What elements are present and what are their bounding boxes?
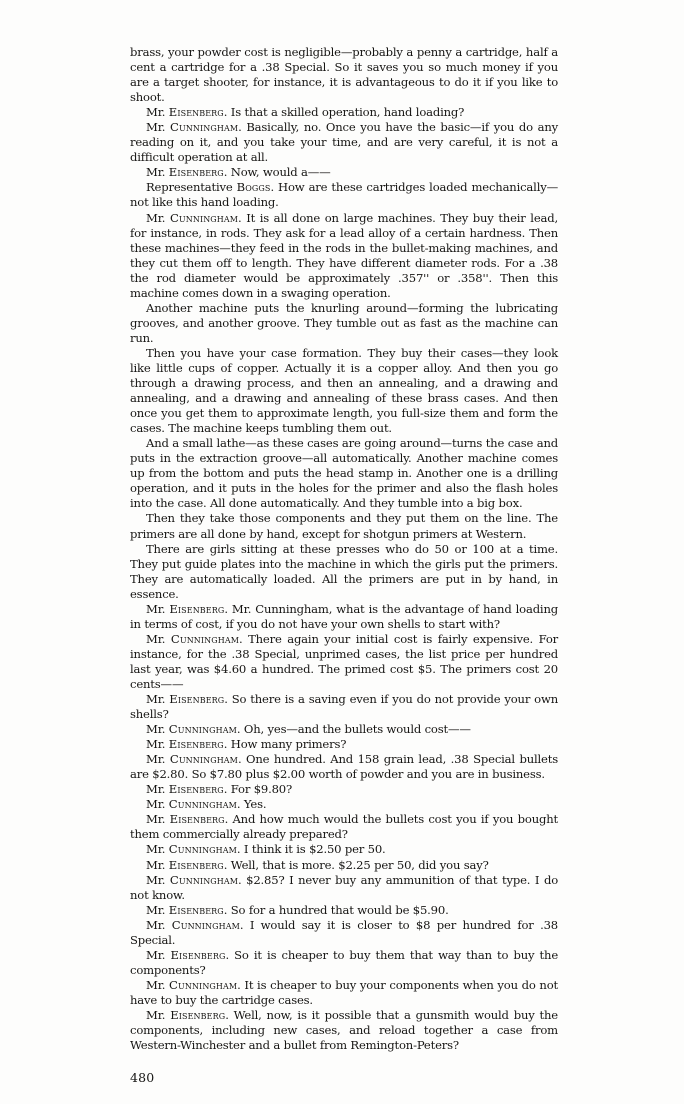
speaker-title: Mr. [146,872,170,887]
speaker-title: Mr. [146,797,169,812]
paragraph [130,722,558,737]
speaker-title: Mr. [146,947,171,962]
paragraph [130,752,558,782]
speaker-title: Representative [146,180,237,195]
paragraph-text: Another machine puts the knurling around—forming the lubricating grooves, and another groove. They tumble out as fast as the machine can run. [130,300,558,345]
speaker-name: Eisenberg [170,1008,226,1022]
paragraph-text: . Is that a skilled operation, hand loading? [223,105,465,120]
paragraph [130,903,558,918]
paragraph [130,632,558,692]
speaker-name: Eisenberg [169,601,225,616]
speaker-title: Mr. [146,842,169,857]
speaker-name: Cunningham [169,210,239,225]
speaker-title: Mr. [146,1008,171,1022]
paragraph [130,45,558,105]
speaker-title: Mr. [146,782,169,797]
paragraph-text: . It is cheaper to buy your components when you do not have to buy the cartridge cases. [130,977,558,1007]
paragraph [130,858,558,873]
paragraph-text: . Basically, no. Once you have the basic—if you do any reading on it, and you take your time, and are very careful, it is not a difficult operation at all. [130,120,558,165]
paragraph [130,873,558,903]
speaker-name: Cunningham [169,977,238,992]
speaker-title: Mr. [146,917,172,932]
speaker-title: Mr. [146,210,170,225]
page-number: 480 [130,1070,155,1086]
speaker-name: Eisenberg [168,857,224,872]
speaker-title: Mr. [146,105,169,120]
paragraph-text: . And how much would the bullets cost you if you bought them commercially already prepared? [130,812,558,842]
paragraph-text: . Now, would a—— [223,165,331,180]
speaker-title: Mr. [146,977,170,992]
paragraph [130,346,558,436]
speaker-title: Mr. [146,812,170,827]
paragraph [130,797,558,812]
paragraph-text: There are girls sitting at these presses who do 50 or 100 at a time. They put guide plates into the machine in which the girls put the primers. They are automatically loaded. All the primers are put in by hand, in essence. [130,541,558,601]
paragraph [130,105,558,120]
paragraph [130,120,558,165]
speaker-title: Mr. [146,902,169,917]
speaker-name: Cunningham [170,631,239,646]
paragraph-text: brass, your powder cost is negligible—probably a penny a cartridge, half a cent a cartridge for a .38 Special. So it saves you so much money if you are a target shooter, for instance, it is advantageous to do it if you like to shoot. [130,45,558,105]
paragraph [130,948,558,978]
speaker-title: Mr. [146,601,170,616]
speaker-title: Mr. [146,631,171,646]
paragraph [130,511,558,541]
paragraph [130,542,558,602]
speaker-name: Eisenberg [169,812,225,827]
speaker-name: Eisenberg [168,165,224,180]
speaker-title: Mr. [146,752,170,767]
paragraph-text: . Mr. Cunningham, what is the advantage of hand loading in terms of cost, if you do not have your own shells to start with? [130,601,558,631]
speaker-title: Mr. [146,692,170,707]
paragraph [130,782,558,797]
speaker-name: Cunningham [169,872,239,887]
paragraph-text: . So for a hundred that would be $5.90. [223,902,449,917]
speaker-title: Mr. [146,737,169,752]
paragraph-text: . I would say it is closer to $8 per hundred for .38 Special. [130,917,558,947]
speaker-name: Cunningham [168,722,237,737]
speaker-name: Cunningham [168,842,237,857]
paragraph [130,180,558,210]
speaker-name: Cunningham [171,917,240,932]
paragraph-text: . So it is cheaper to buy them that way than to buy the components? [130,947,558,977]
speaker-title: Mr. [146,120,170,135]
speaker-title: Mr. [146,165,169,180]
paragraph-text: . Oh, yes—and the bullets would cost—— [236,722,471,737]
paragraph-text: . It is all done on large machines. They buy their lead, for instance, in rods. They ask for a lead alloy of a certain hardness. Then these machines—they feed in the rods in the bullet-making machines, and they cut them off to length. They have different diameter rods. For a .38 the rod diameter would be approximately .357'' or .358''. Then this machine comes down in a swaging operation. [130,210,558,300]
paragraph-text: . $2.85? I never buy any ammunition of that type. I do not know. [130,872,558,902]
paragraph [130,812,558,842]
paragraph-text: Then they take those components and they put them on the line. The primers are all done by hand, except for shotgun primers at Western. [130,511,558,541]
speaker-name: Boggs [236,180,271,195]
paragraph-text: . So there is a saving even if you do not provide your own shells? [130,692,558,722]
paragraph-text: . How are these cartridges loaded mechanically—not like this hand loading. [130,180,559,210]
speaker-name: Eisenberg [168,105,224,120]
paragraph-text: . Yes. [236,797,267,812]
paragraph-text: . Well, that is more. $2.25 per 50, did you say? [223,857,489,872]
paragraph [130,842,558,857]
speaker-title: Mr. [146,722,169,737]
paragraph-text: . There again your initial cost is fairly expensive. For instance, for the .38 Special, unprimed cases, the list price per hundred last year, was $4.60 a hundred. The primed cost $5. The primers cost 20 cents—— [130,631,558,691]
paragraph [130,692,558,722]
paragraph [130,301,558,346]
paragraph [130,602,558,632]
speaker-name: Eisenberg [169,692,225,707]
paragraph [130,1008,558,1053]
paragraph [130,978,558,1008]
speaker-name: Eisenberg [168,902,224,917]
speaker-name: Cunningham [169,752,238,767]
transcript [130,45,558,1085]
paragraph-text: . I think it is $2.50 per 50. [236,842,386,857]
paragraph-text: . Well, now, is it possible that a gunsmith would buy the components, including new cases, and reload together a case from Western-Winchester and a bullet from Remington-Peters? [130,1008,558,1053]
paragraph-list [130,45,558,1053]
paragraph [130,165,558,180]
paragraph [130,918,558,948]
speaker-name: Eisenberg [168,782,224,797]
speaker-name: Eisenberg [170,947,226,962]
speaker-name: Cunningham [168,797,237,812]
paragraph-text: . For $9.80? [223,782,293,797]
paragraph-text: . How many primers? [223,737,347,752]
paragraph-text: Then you have your case formation. They buy their cases—they look like little cups of copper. Actually it is a copper alloy. And then you go through a drawing process, and then an annealing, and a drawing and annealing, and a drawing and annealing of these brass cases. And then once you get them to approximate length, you full-size them and form the cases. The machine keeps tumbling them out. [130,345,558,436]
paragraph-text: And a small lathe—as these cases are going around—turns the case and puts in the extraction groove—all automatically. Another machine comes up from the bottom and puts the head stamp in. Another one is a drilling operation, and it puts in the holes for the primer and also the flash holes into the case. All done automatically. And they tumble into a big box. [130,436,558,511]
paragraph [130,737,558,752]
paragraph [130,211,558,301]
speaker-name: Cunningham [170,120,239,135]
speaker-title: Mr. [146,857,169,872]
paragraph [130,436,558,511]
paragraph-text: . One hundred. And 158 grain lead, .38 Special bullets are $2.80. So $7.80 plus $2.00 worth of powder and you are in business. [130,752,558,782]
speaker-name: Eisenberg [168,737,224,752]
